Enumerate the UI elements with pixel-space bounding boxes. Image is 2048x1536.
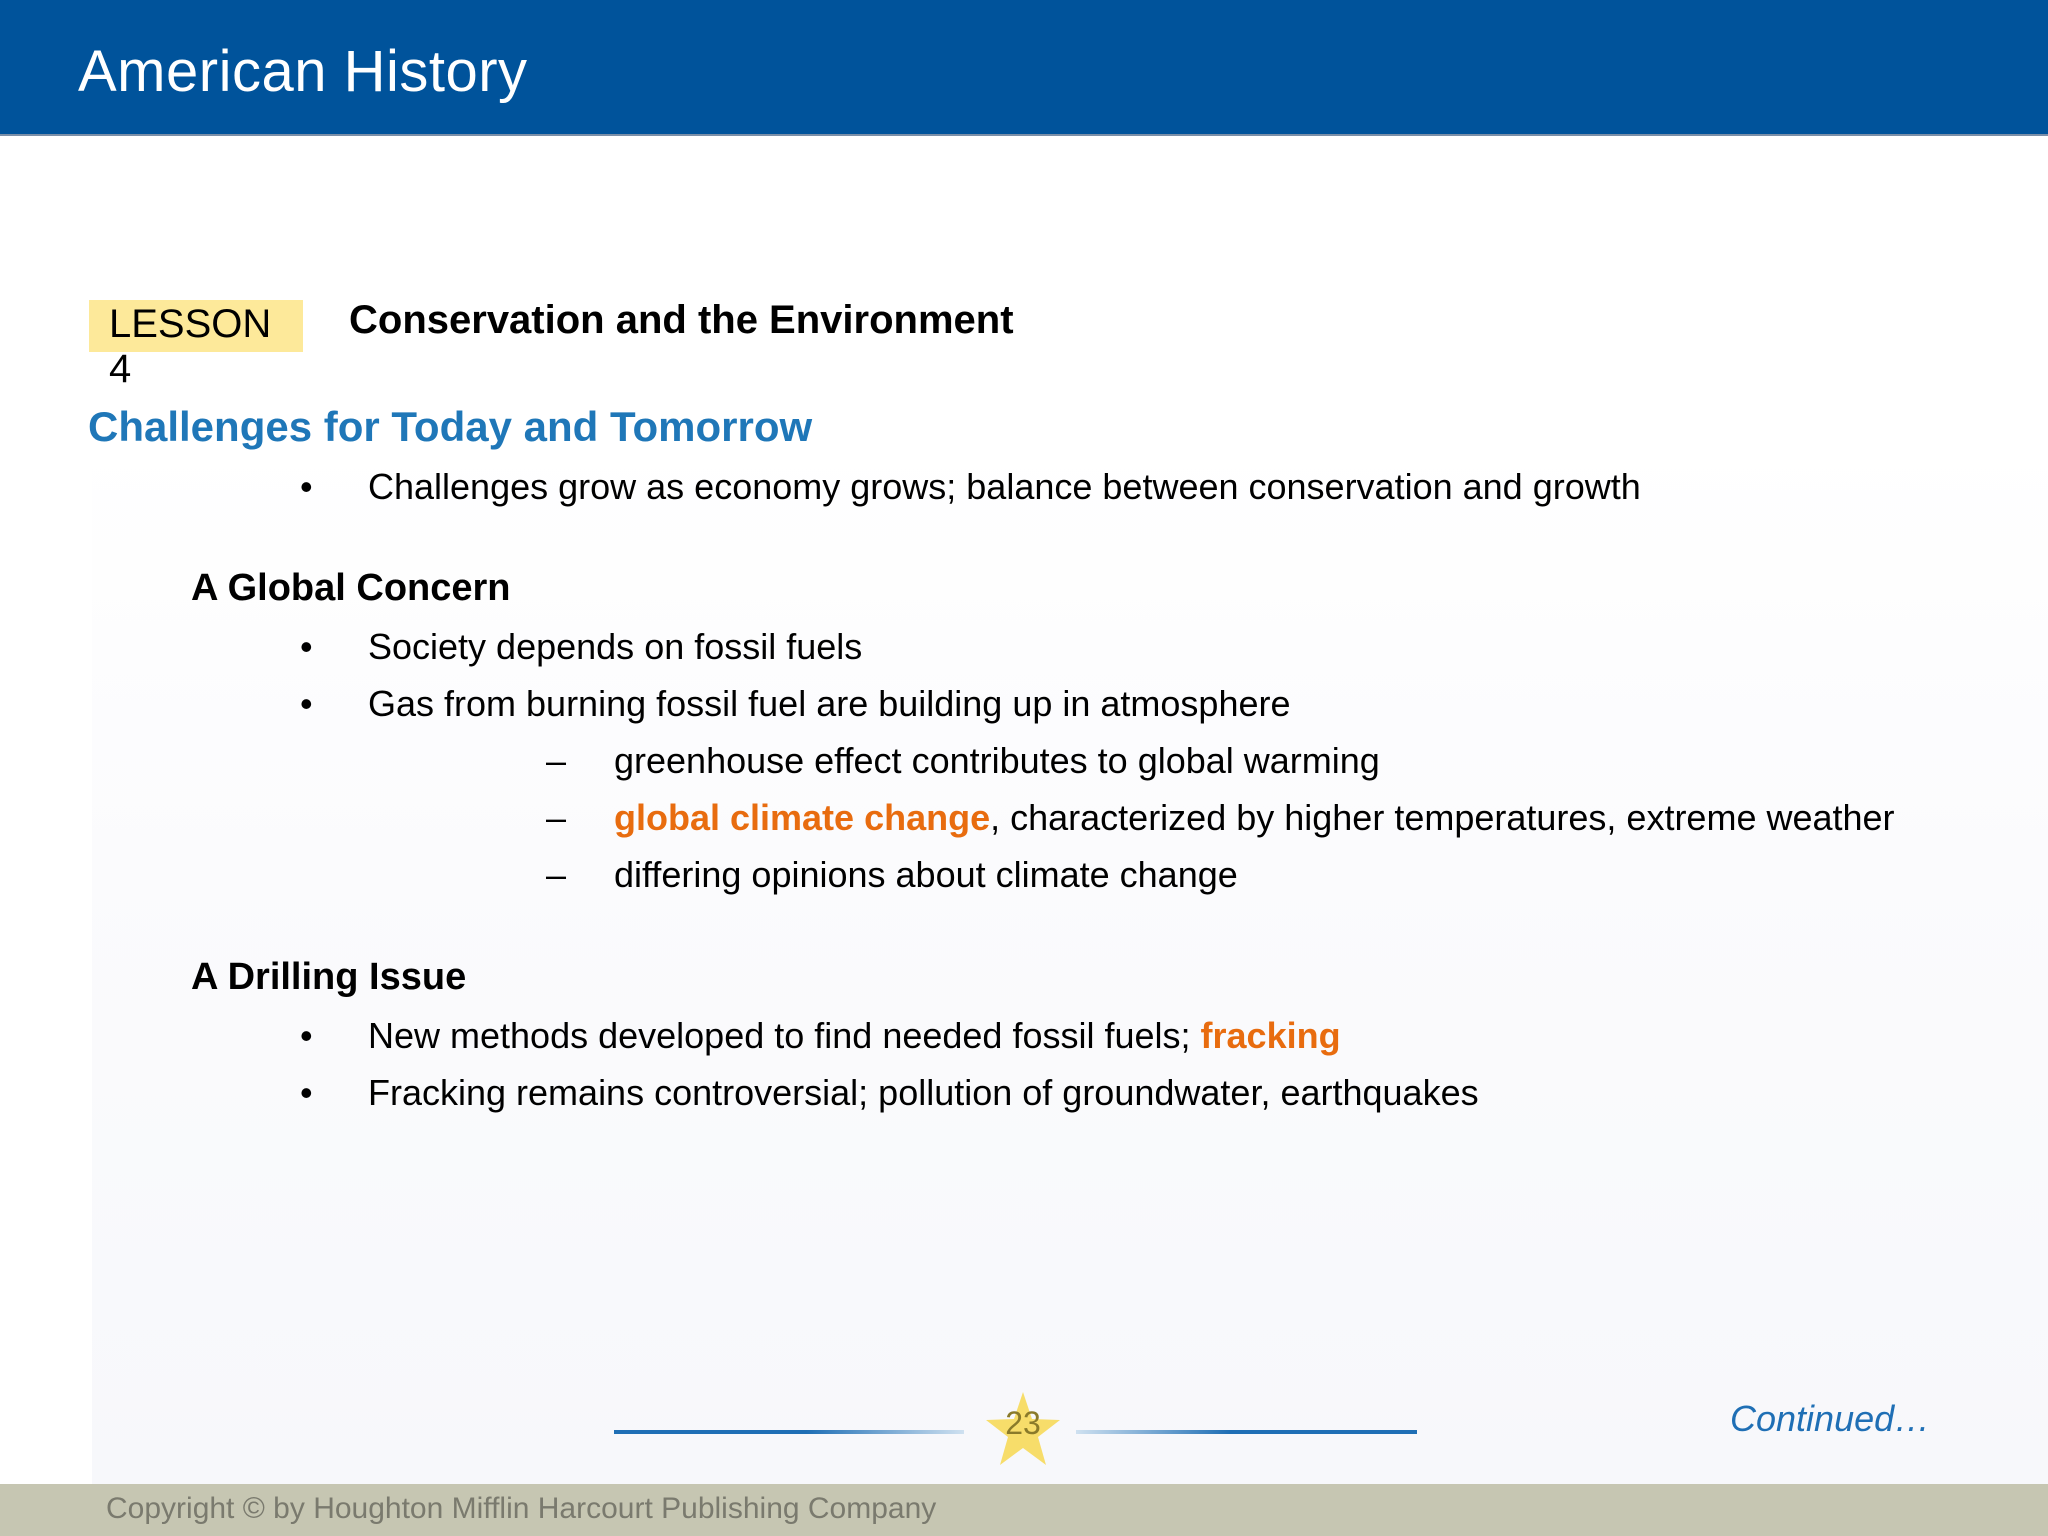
footer-divider-left bbox=[614, 1430, 964, 1434]
drilling-issue-heading: A Drilling Issue bbox=[191, 956, 467, 998]
lesson-badge bbox=[89, 300, 303, 391]
footer-divider-right bbox=[1076, 1430, 1417, 1434]
subpoint-text bbox=[614, 854, 1238, 896]
subpoint-text bbox=[614, 797, 1895, 839]
copyright-bar bbox=[0, 1484, 2048, 1536]
continued-label: Continued… bbox=[1730, 1398, 1931, 1439]
key-term-highlight: global climate change bbox=[614, 797, 991, 838]
section-heading: Challenges for Today and Tomorrow bbox=[88, 403, 813, 450]
bullet-icon: • bbox=[300, 466, 313, 507]
bullet-icon: • bbox=[300, 683, 313, 724]
bullet-body: New methods developed to find needed fossil fuels; bbox=[368, 1015, 1201, 1056]
bullet-text: Gas from burning fossil fuel are building up in atmosphere bbox=[368, 683, 1291, 724]
copyright-text: Copyright © by Houghton Mifflin Harcourt Publishing Company bbox=[106, 1492, 937, 1525]
bullet-text bbox=[368, 1015, 1341, 1057]
subpoint-body: greenhouse effect contributes to global warming bbox=[614, 740, 1380, 781]
dash-icon: – bbox=[546, 740, 567, 781]
key-term-highlight: fracking bbox=[1200, 1015, 1341, 1056]
subpoint-text bbox=[614, 740, 1380, 782]
global-concern-heading: A Global Concern bbox=[191, 567, 511, 609]
page-number: 23 bbox=[1005, 1405, 1041, 1441]
subpoint-body: differing opinions about climate change bbox=[614, 854, 1238, 895]
bullet-text: Challenges grow as economy grows; balance between conservation and growth bbox=[368, 466, 1641, 507]
lesson-title: Conservation and the Environment bbox=[349, 298, 1014, 342]
dash-icon: – bbox=[546, 854, 567, 895]
bullet-icon: • bbox=[300, 1015, 313, 1056]
lesson-badge-label: LESSON 4 bbox=[109, 302, 272, 391]
bullet-icon: • bbox=[300, 626, 313, 667]
bullet-text: Society depends on fossil fuels bbox=[368, 626, 863, 667]
subpoint-body: , characterized by higher temperatures, extreme weather bbox=[990, 797, 1895, 838]
bullet-text: Fracking remains controversial; pollution of groundwater, earthquakes bbox=[368, 1072, 1479, 1113]
bullet-icon: • bbox=[300, 1072, 313, 1113]
slide-header bbox=[0, 0, 2048, 136]
header-title: American History bbox=[78, 39, 528, 104]
dash-icon: – bbox=[546, 797, 567, 838]
